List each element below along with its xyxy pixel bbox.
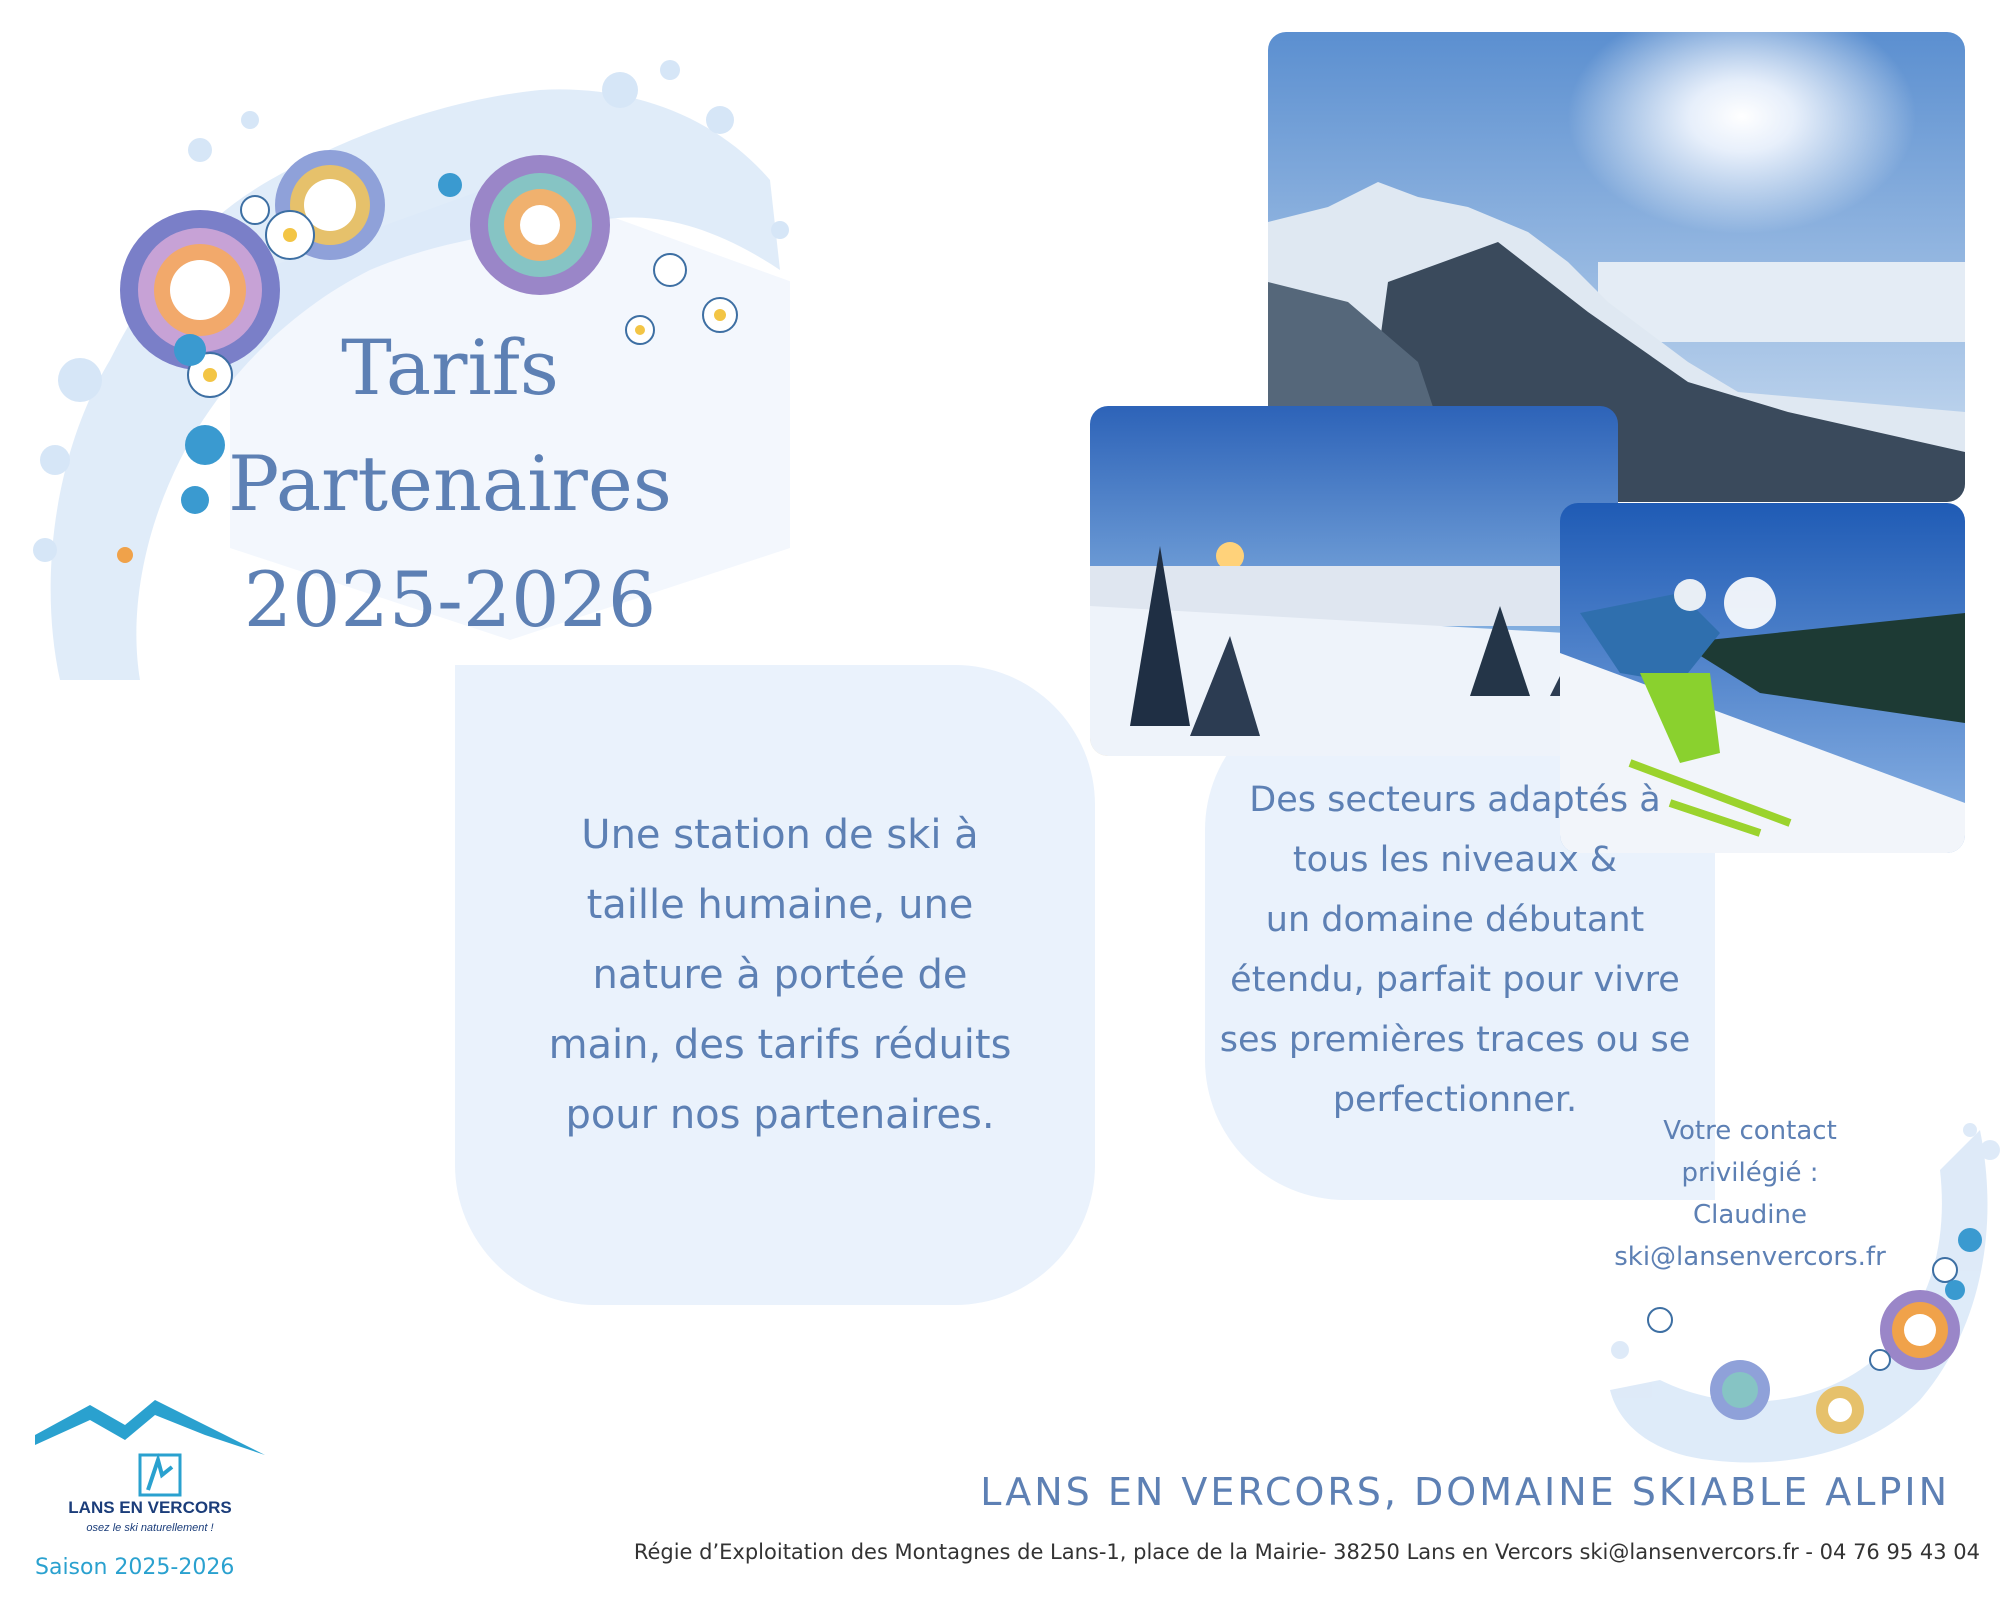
intro-line: nature à portée de xyxy=(592,952,968,998)
contact-email[interactable]: ski@lansenvercors.fr xyxy=(1614,1242,1886,1272)
intro-line: Une station de ski à xyxy=(581,812,979,858)
contact-label: privilégié : xyxy=(1681,1158,1819,1188)
sectors-line: étendu, parfait pour vivre xyxy=(1230,960,1680,1000)
season-label: Saison 2025-2026 xyxy=(35,1555,235,1580)
title-line-2: Partenaires xyxy=(228,439,672,528)
intro-line: main, des tarifs réduits xyxy=(548,1022,1012,1068)
sectors-line: perfectionner. xyxy=(1332,1080,1578,1120)
sectors-line: ses premières traces ou se xyxy=(1219,1020,1691,1060)
logo-name: LANS EN VERCORS xyxy=(68,1498,232,1517)
contact-label: Votre contact xyxy=(1663,1116,1837,1146)
footer-title: LANS EN VERCORS, DOMAINE SKIABLE ALPIN xyxy=(980,1470,1950,1514)
intro-line: taille humaine, une xyxy=(586,882,974,928)
sectors-paragraph xyxy=(1195,770,1715,1130)
intro-line: pour nos partenaires. xyxy=(565,1092,995,1138)
title-line-1: Tarifs xyxy=(341,323,559,412)
intro-paragraph xyxy=(495,800,1065,1150)
sectors-line: un domaine débutant xyxy=(1265,900,1645,940)
lans-en-vercors-logo xyxy=(30,1395,270,1545)
sectors-line: tous les niveaux & xyxy=(1292,840,1618,880)
contact-name: Claudine xyxy=(1693,1200,1807,1230)
contact-block xyxy=(1590,1110,1910,1278)
sectors-line: Des secteurs adaptés à xyxy=(1249,780,1661,820)
photo-sunset-sea-of-clouds xyxy=(1090,406,1618,756)
footer-address: Régie d’Exploitation des Montagnes de Lans-1, place de la Mairie- 38250 Lans en Vercors ski@lansenvercors.fr - 04 76 95 43 04 xyxy=(633,1540,1980,1564)
page-title xyxy=(150,310,750,658)
title-line-3: 2025-2026 xyxy=(243,555,657,644)
logo-tagline: osez le ski naturellement ! xyxy=(86,1522,214,1534)
mountain-logo-icon xyxy=(30,1395,270,1505)
